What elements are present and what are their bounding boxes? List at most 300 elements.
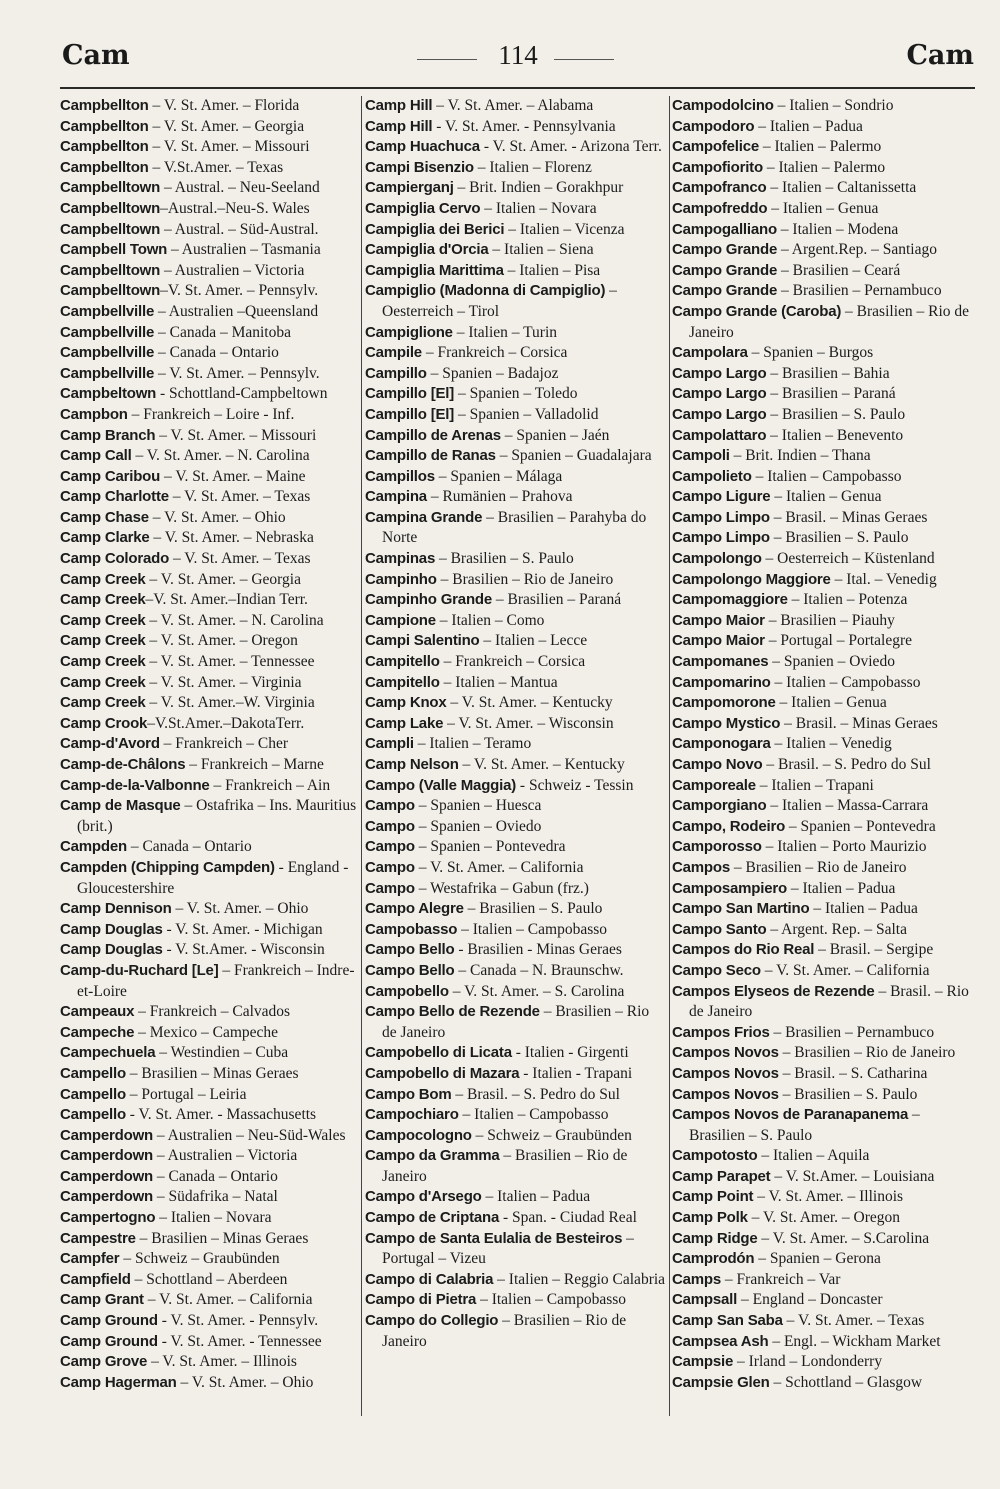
entry-headword: Campina — [365, 488, 427, 506]
gazetteer-entry — [60, 899, 358, 920]
entry-location: – V. St. Amer. – Pennsylv. — [154, 364, 320, 382]
gazetteer-entry — [672, 961, 975, 982]
gazetteer-entry — [672, 240, 975, 261]
entry-headword: Campo Maior — [672, 611, 765, 629]
entry-headword: Campbellville — [60, 302, 155, 320]
gazetteer-entry — [60, 776, 358, 797]
entry-headword: Campo Bello de Rezende — [365, 1003, 540, 1021]
entry-headword: Camp Call — [60, 447, 132, 465]
entry-headword: Camp Creek — [60, 673, 146, 691]
gazetteer-entry — [365, 570, 667, 591]
entry-headword: Campolara — [672, 344, 748, 362]
entry-location: – Oesterreich – Küstenland — [761, 550, 935, 568]
entry-headword: Camp Ground — [60, 1332, 158, 1350]
entry-headword: Campeche — [60, 1023, 135, 1041]
entry-location: – Argent. Rep. – Salta — [766, 920, 907, 938]
entry-location: – Spanien – Badajoz — [426, 364, 559, 382]
gazetteer-entry — [365, 446, 667, 467]
entry-location: – Brit. Indien – Thana — [729, 447, 871, 465]
entry-headword: Campo — [365, 838, 415, 856]
entry-location: – Canada – Ontario — [154, 344, 279, 362]
entry-headword: Campi Salentino — [365, 632, 480, 650]
gazetteer-entry — [60, 1229, 358, 1250]
entry-location: – Brasil. – Minas Geraes — [780, 714, 938, 732]
entry-headword: Campiglio (Madonna di Campiglio) — [365, 282, 606, 300]
gazetteer-entry — [672, 570, 975, 591]
gazetteer-entry — [672, 693, 975, 714]
entry-location: – Schweiz – Graubünden — [471, 1126, 632, 1144]
entry-headword: Campo de Criptana — [365, 1209, 500, 1227]
gazetteer-entry — [60, 467, 358, 488]
entry-location: – Argent.Rep. – Santiago — [777, 241, 937, 259]
gazetteer-entry — [672, 817, 975, 838]
entry-headword: Campolongo — [672, 550, 762, 568]
gazetteer-entry — [672, 755, 975, 776]
gazetteer-entry — [60, 1208, 358, 1229]
entry-location: – Frankreich – Marne — [185, 756, 324, 773]
entry-headword: Campsall — [672, 1291, 738, 1309]
entry-location: - Italien - Girgenti — [511, 1044, 629, 1062]
entry-location: - V. St. Amer. - Arizona Terr. — [479, 138, 662, 156]
gazetteer-entry — [672, 1229, 975, 1250]
gazetteer-entry — [672, 920, 975, 941]
entry-location: – V. St. Amer. – California — [760, 961, 930, 979]
entry-location: – Brasilien – Minas Geraes — [135, 1229, 309, 1247]
entry-headword: Campina Grande — [365, 508, 483, 526]
entry-location: – Canada – Ontario — [126, 838, 252, 856]
gazetteer-entry — [60, 1311, 358, 1332]
entry-location: – Spanien – Valladolid — [454, 405, 599, 423]
entry-headword: Camperdown — [60, 1147, 154, 1165]
entry-headword: Campo Bom — [365, 1085, 452, 1103]
gazetteer-entry — [672, 528, 975, 549]
entry-headword: Camprodón — [672, 1250, 755, 1268]
entry-headword: Campo Grande — [672, 241, 778, 259]
gazetteer-entry — [365, 940, 667, 961]
entry-location: – Brasil. – Minas Geraes — [769, 508, 928, 526]
entry-headword: Camp Nelson — [365, 756, 459, 773]
gazetteer-entry — [60, 261, 358, 282]
entry-location: – Brasilien – Rio de Janeiro — [729, 858, 907, 876]
entry-location: –V. St. Amer.–Indian Terr. — [145, 591, 308, 609]
entry-headword: Campello — [60, 1085, 126, 1103]
entry-headword: Camp Creek — [60, 611, 146, 629]
entry-location: – Mexico – Campeche — [134, 1023, 279, 1041]
entry-location: – Italien – Padua — [786, 879, 896, 897]
entry-location: – Italien – Potenza — [787, 591, 908, 609]
entry-location: – Brasilien – S. Paulo — [463, 900, 603, 918]
entry-headword: Camp-de-Châlons — [60, 756, 186, 773]
entry-headword: Campbellville — [60, 364, 155, 382]
gazetteer-entry — [365, 158, 667, 179]
gazetteer-entry — [60, 1023, 358, 1044]
gazetteer-entry — [672, 940, 975, 961]
column-left — [60, 96, 358, 1393]
entry-location: – V. St. Amer. – Texas — [168, 488, 311, 506]
entry-location: – Brasilien – Piauhy — [764, 611, 895, 629]
entry-location: – Südafrika – Natal — [153, 1188, 278, 1206]
entry-location: – Italien – Venedig — [770, 735, 892, 753]
entry-location: – Ostafrika – Ins. Mauritius (brit.) — [77, 797, 357, 835]
entry-location: – V. St. Amer.–W. Virginia — [145, 694, 315, 712]
entry-headword: Campinho Grande — [365, 591, 493, 609]
entry-headword: Campbelltown — [60, 220, 161, 238]
gazetteer-entry — [672, 178, 975, 199]
gazetteer-entry — [60, 549, 358, 570]
entry-location: – Italien – Campobasso — [476, 1291, 627, 1309]
gazetteer-entry — [365, 652, 667, 673]
gazetteer-entry — [60, 384, 358, 405]
gazetteer-entry — [60, 137, 358, 158]
entry-headword: Camp Lake — [365, 714, 444, 732]
entry-location: – Frankreich – Corsica — [439, 653, 586, 671]
entry-location: – Australien – Victoria — [160, 261, 305, 279]
entry-headword: Camp Creek — [60, 653, 146, 671]
entry-location: –V.St.Amer.–DakotaTerr. — [147, 714, 305, 732]
entry-location: – Frankreich – Corsica — [421, 344, 568, 362]
entry-headword: Campo — [365, 879, 415, 897]
gazetteer-entry — [672, 1373, 975, 1394]
entry-location: - Brasilien - Minas Geraes — [454, 941, 622, 959]
entry-headword: Camperdown — [60, 1188, 154, 1206]
gazetteer-entry — [672, 549, 975, 570]
gazetteer-entry — [60, 1187, 358, 1208]
entry-location: – V. St. Amer. – Illinois — [147, 1353, 297, 1371]
gazetteer-entry — [672, 1064, 975, 1085]
gazetteer-entry — [60, 1270, 358, 1291]
gazetteer-entry — [60, 117, 358, 138]
entry-headword: Campochiaro — [365, 1106, 459, 1124]
entry-location: – V. St. Amer. – Tennessee — [145, 653, 315, 671]
entry-headword: Camp Hagerman — [60, 1373, 177, 1391]
entry-location: – Brasilien – S. Paulo — [769, 529, 909, 547]
entry-location: – Brasil. – Sergipe — [814, 941, 934, 959]
entry-location: – Brasilien – Rio de Janeiro — [382, 1147, 628, 1185]
entry-location: – V. St. Amer. – Oregon — [145, 632, 298, 650]
entry-headword: Campbellton — [60, 117, 149, 135]
entry-headword: Campodoro — [672, 117, 755, 135]
entry-headword: Camp Creek — [60, 591, 146, 609]
gazetteer-entry — [60, 1352, 358, 1373]
gazetteer-entry — [672, 734, 975, 755]
entry-headword: Campello — [60, 1064, 126, 1082]
gazetteer-entry — [60, 1064, 358, 1085]
entry-headword: Campo San Martino — [672, 900, 810, 918]
gazetteer-entry — [365, 1126, 667, 1147]
entry-location: - V. St. Amer. - Pennsylv. — [157, 1312, 319, 1330]
gazetteer-entry — [60, 796, 358, 837]
gazetteer-entry — [365, 920, 667, 941]
gazetteer-entry — [60, 1085, 358, 1106]
gazetteer-entry — [672, 652, 975, 673]
entry-headword: Campo Santo — [672, 920, 767, 938]
gazetteer-entry — [365, 631, 667, 652]
entry-headword: Camp-du-Ruchard [Le] — [60, 961, 219, 979]
entry-location: –V. St. Amer. – Pennsylv. — [160, 282, 319, 300]
gazetteer-entry — [60, 1002, 358, 1023]
entry-location: – Brasilien – Ceará — [777, 261, 901, 279]
gazetteer-entry — [60, 1167, 358, 1188]
gazetteer-entry — [60, 1332, 358, 1353]
gazetteer-entry — [672, 1187, 975, 1208]
entry-location: – Austral. – Süd-Austral. — [160, 220, 319, 238]
entry-location: – Australien – Victoria — [153, 1147, 298, 1165]
entry-headword: Campomorone — [672, 694, 776, 712]
entry-headword: Camp-de-la-Valbonne — [60, 776, 210, 794]
gazetteer-entry — [60, 961, 358, 1002]
entry-headword: Campbell Town — [60, 241, 168, 259]
entry-location: – Italien – Reggio Calabria — [493, 1270, 666, 1288]
entry-headword: Campi Bisenzio — [365, 158, 474, 176]
entry-headword: Campofranco — [672, 179, 767, 197]
column-divider — [669, 96, 670, 1416]
entry-location: – Spanien – Toledo — [454, 385, 578, 403]
gazetteer-entry — [672, 611, 975, 632]
entry-headword: Campodolcino — [672, 97, 774, 114]
entry-location: – V. St. Amer. – Georgia — [148, 117, 305, 135]
entry-location: – Westafrika – Gabun (frz.) — [414, 879, 589, 897]
entry-headword: Campogalliano — [672, 220, 777, 238]
entry-location: - V. St. Amer. - Tennessee — [157, 1332, 322, 1350]
entry-headword: Camp Ridge — [672, 1229, 758, 1247]
entry-location: – Brasil. – Rio de Janeiro — [689, 982, 969, 1021]
entry-headword: Camp Creek — [60, 694, 146, 712]
entry-location: – V. St. Amer. – Georgia — [145, 570, 301, 588]
gazetteer-entry — [365, 1085, 667, 1106]
entry-headword: Campbelltown — [60, 282, 161, 300]
gazetteer-entry — [60, 1146, 358, 1167]
gazetteer-entry — [365, 220, 667, 241]
entry-headword: Campos — [672, 858, 730, 876]
entry-headword: Camperdown — [60, 1126, 154, 1144]
entry-headword: Campo do Collegio — [365, 1312, 499, 1330]
entry-headword: Campobasso — [365, 920, 458, 938]
gazetteer-entry — [60, 590, 358, 611]
gazetteer-entry — [60, 240, 358, 261]
gazetteer-entry — [365, 384, 667, 405]
gazetteer-entry — [672, 1167, 975, 1188]
entry-headword: Campolieto — [672, 467, 752, 485]
entry-location: – Italien – Lecce — [479, 632, 588, 650]
entry-location: – Portugal – Portalegre — [764, 632, 913, 650]
gazetteer-entry — [60, 281, 358, 302]
gazetteer-entry — [365, 1208, 667, 1229]
gazetteer-entry — [365, 1311, 667, 1352]
entry-headword: Campos do Rio Real — [672, 941, 815, 959]
entry-headword: Campofreddo — [672, 199, 768, 217]
gazetteer-entry — [365, 1043, 667, 1064]
entry-headword: Camp Creek — [60, 632, 146, 650]
page-header — [62, 40, 974, 80]
entry-headword: Campos Novos — [672, 1044, 779, 1062]
gazetteer-entry — [60, 508, 358, 529]
entry-headword: Campiglia d'Orcia — [365, 241, 489, 259]
gazetteer-entry — [365, 426, 667, 447]
gazetteer-entry — [672, 631, 975, 652]
entry-location: - Schweiz - Tessin — [516, 776, 634, 794]
gazetteer-entry — [60, 1126, 358, 1147]
gazetteer-entry — [60, 220, 358, 241]
entry-location: – Frankreich – Indre-et-Loire — [77, 961, 355, 1000]
gazetteer-entry — [672, 137, 975, 158]
gazetteer-entry — [672, 837, 975, 858]
gazetteer-entry — [672, 446, 975, 467]
entry-headword: Campobello di Licata — [365, 1044, 512, 1062]
entry-location: – Italien – Campobasso — [457, 920, 608, 938]
gazetteer-entry — [60, 652, 358, 673]
gazetteer-entry — [672, 1249, 975, 1270]
entry-headword: Camp Branch — [60, 426, 156, 444]
entry-headword: Campile — [365, 344, 422, 362]
gazetteer-entry — [60, 178, 358, 199]
entry-location: – V. St. Amer. – Kentucky — [446, 694, 613, 712]
entry-headword: Campo Ligure — [672, 488, 771, 506]
entry-headword: Camp de Masque — [60, 797, 181, 815]
entry-location: – Australien –Queensland — [154, 302, 319, 320]
entry-location: – Italien – Modena — [776, 220, 899, 238]
gazetteer-entry — [365, 117, 667, 138]
gazetteer-entry — [672, 508, 975, 529]
entry-headword: Campinho — [365, 570, 437, 588]
entry-headword: Campo da Gramma — [365, 1147, 500, 1165]
gazetteer-entry — [672, 1146, 975, 1167]
entry-location: – Portugal – Vizeu — [382, 1229, 634, 1268]
entry-headword: Campeaux — [60, 1003, 135, 1021]
entry-location: – V. St.Amer. – Louisiana — [770, 1167, 935, 1185]
entry-headword: Camp Chase — [60, 508, 149, 526]
entry-headword: Campo de Santa Eulalia de Besteiros — [365, 1229, 623, 1247]
entry-location: - V. St.Amer. - Wisconsin — [162, 941, 325, 959]
gazetteer-entry — [365, 405, 667, 426]
gazetteer-entry — [365, 755, 667, 776]
entry-headword: Campsie — [672, 1353, 734, 1371]
entry-location: – Schottland – Glasgow — [769, 1373, 923, 1391]
gazetteer-entry — [60, 693, 358, 714]
entry-headword: Camp Parapet — [672, 1167, 771, 1185]
entry-headword: Campocologno — [365, 1126, 472, 1144]
entry-headword: Campo — [365, 817, 415, 835]
gazetteer-entry — [672, 343, 975, 364]
entry-location: – Frankreich – Var — [721, 1270, 841, 1288]
gazetteer-columns — [60, 96, 975, 1426]
entry-headword: Campbellton — [60, 97, 149, 114]
entry-location: – Italien – Siena — [488, 241, 594, 259]
entry-location: – V. St. Amer. – Florida — [148, 97, 300, 114]
gazetteer-entry — [672, 426, 975, 447]
gazetteer-entry — [365, 137, 667, 158]
gazetteer-entry — [672, 590, 975, 611]
gazetteer-entry — [60, 199, 358, 220]
gazetteer-entry — [365, 673, 667, 694]
entry-headword: Campfer — [60, 1250, 120, 1268]
entry-location: – Brasil. – S. Pedro do Sul — [451, 1085, 620, 1103]
entry-location: - Span. - Ciudad Real — [499, 1209, 637, 1227]
entry-location: – V. St. Amer. – Missouri — [155, 426, 317, 444]
gazetteer-entry — [672, 1023, 975, 1044]
entry-headword: Campobello — [365, 982, 449, 1000]
entry-headword: Campbellton — [60, 138, 149, 156]
entry-location: – Brasilien – Parahyba do Norte — [382, 508, 647, 547]
gazetteer-entry — [672, 1332, 975, 1353]
entry-location: – V. St. Amer. – Ohio — [171, 900, 309, 918]
entry-headword: Camp Creek — [60, 570, 146, 588]
gazetteer-entry — [365, 1187, 667, 1208]
entry-location: – Italien – Campobasso — [751, 467, 902, 485]
gazetteer-entry — [365, 734, 667, 755]
entry-location: - Italien - Trapani — [519, 1064, 633, 1082]
gazetteer-entry — [672, 714, 975, 735]
entry-headword: Campo Maior — [672, 632, 765, 650]
entry-headword: Campobello di Mazara — [365, 1064, 520, 1082]
entry-headword: Camp Huachuca — [365, 138, 480, 156]
entry-headword: Campos Novos de Paranapanema — [672, 1106, 909, 1124]
gazetteer-entry — [672, 364, 975, 385]
entry-location: – Italien – Massa-Carrara — [766, 797, 929, 815]
gazetteer-entry — [60, 1373, 358, 1394]
gazetteer-entry — [365, 590, 667, 611]
entry-headword: Campden (Chipping Campden) — [60, 858, 275, 876]
entry-headword: Camp Crook — [60, 714, 148, 732]
entry-location: – V. St. Amer. – California — [414, 858, 584, 876]
entry-headword: Camp Colorado — [60, 550, 170, 568]
gazetteer-entry — [60, 1249, 358, 1270]
entry-headword: Campiglia Marittima — [365, 261, 504, 279]
gazetteer-entry — [60, 755, 358, 776]
entry-location: – Italien – Genua — [775, 694, 887, 712]
entry-location: – Frankreich – Loire - Inf. — [127, 405, 295, 423]
entry-headword: Campofiorito — [672, 158, 763, 176]
entry-location: – Italien – Benevento — [766, 426, 904, 444]
gazetteer-entry — [672, 302, 975, 343]
entry-location: – Canada – Ontario — [153, 1167, 278, 1185]
gazetteer-entry — [672, 1085, 975, 1106]
entry-headword: Camp Douglas — [60, 941, 163, 959]
gazetteer-entry — [60, 714, 358, 735]
entry-headword: Camp Ground — [60, 1312, 158, 1330]
entry-headword: Campomarino — [672, 673, 771, 691]
entry-location: – Brasil. – S. Pedro do Sul — [762, 756, 931, 773]
header-dash-right — [554, 59, 614, 60]
entry-location: – Italien – Porto Maurizio — [761, 838, 927, 856]
entry-headword: Campo Bello — [365, 961, 455, 979]
entry-location: – V. St. Amer. – Illinois — [753, 1188, 904, 1206]
entry-location: – Brasilien – Bahia — [766, 364, 890, 382]
entry-location: – Italien – Palermo — [759, 138, 882, 156]
entry-location: – Brasilien – Paraná — [492, 591, 622, 609]
entry-headword: Campo di Pietra — [365, 1291, 477, 1309]
entry-headword: Campo Mystico — [672, 714, 781, 732]
gazetteer-entry — [672, 1105, 975, 1146]
entry-headword: Campo Limpo — [672, 529, 770, 547]
header-rule — [60, 87, 975, 89]
entry-location: – Spanien – Pontevedra — [785, 817, 936, 835]
entry-headword: Campo Largo — [672, 364, 767, 382]
entry-location: – Italien – Palermo — [762, 158, 886, 176]
gazetteer-entry — [365, 714, 667, 735]
entry-headword: Campo d'Arsego — [365, 1188, 482, 1206]
entry-headword: Campo Seco — [672, 961, 761, 979]
gazetteer-entry — [60, 364, 358, 385]
gazetteer-entry — [60, 1043, 358, 1064]
entry-headword: Campbelltown — [60, 179, 161, 197]
entry-location: – Brasilien – Minas Geraes — [125, 1064, 299, 1082]
entry-location: – Spanien – Gerona — [754, 1250, 881, 1268]
entry-location: – Spanien – Jaén — [500, 426, 610, 444]
entry-headword: Campo — [365, 858, 415, 876]
gazetteer-entry — [365, 1229, 667, 1270]
entry-location: – Brasilien – Pernambuco — [769, 1023, 935, 1041]
entry-location: – Italien – Campobasso — [458, 1106, 609, 1124]
